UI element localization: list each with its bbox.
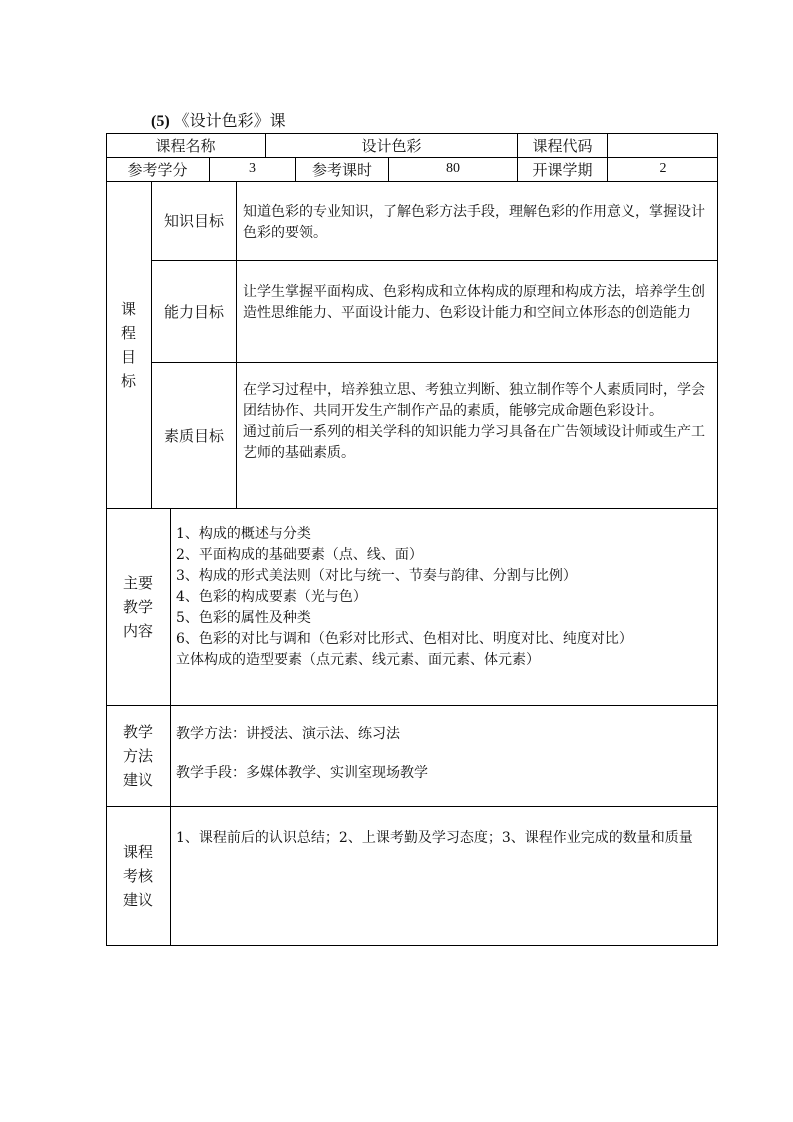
list-item: 4、色彩的构成要素（光与色）	[176, 589, 367, 605]
teaching-means: 教学手段：多媒体教学、实训室现场教学	[176, 765, 428, 781]
knowledge-goal-text	[243, 202, 711, 244]
credits-label: 参考学分	[127, 160, 188, 179]
row-divider	[106, 806, 718, 807]
course-code-value	[608, 133, 718, 157]
list-item: 2、平面构成的基础要素（点、线、面）	[176, 547, 423, 563]
goals-label-char: 目	[120, 347, 136, 366]
assessment-label-line: 建议	[122, 891, 153, 909]
content-label-line: 内容	[122, 621, 153, 640]
list-item: 5、色彩的属性及种类	[176, 610, 311, 626]
content-list	[176, 524, 712, 671]
section-number: (5)	[151, 113, 170, 130]
hours-value: 80	[446, 161, 460, 176]
credits-value: 3	[249, 161, 256, 176]
quality-goal-paragraph: 通过前后一系列的相关学科的知识能力学习具备在广告领域设计师或生产工艺师的基础素质。	[243, 424, 705, 461]
knowledge-goal-paragraph: 知道色彩的专业知识，了解色彩方法手段，理解色彩的作用意义，掌握设计色彩的要领。	[243, 204, 705, 241]
row-divider	[106, 508, 718, 509]
column-divider	[170, 508, 171, 946]
section-heading	[151, 108, 286, 131]
teaching-method: 教学方法：讲授法、演示法、练习法	[176, 726, 400, 742]
course-name-label: 课程名称	[155, 136, 216, 155]
course-code-label: 课程代码	[532, 136, 593, 155]
content-label-line: 教学	[122, 597, 153, 616]
knowledge-goal-label: 知识目标	[163, 212, 224, 230]
quality-goal-paragraph: 在学习过程中，培养独立思、考独立判断、独立制作等个人素质同时，学会团结协作、共同开发生产制作产品的素质，能够完成命题色彩设计。	[243, 382, 705, 419]
goals-label-char: 标	[120, 371, 136, 390]
list-item: 3、构成的形式美法则（对比与统一、节奏与韵律、分割与比例）	[176, 568, 577, 584]
assessment-label-line: 考核	[122, 867, 153, 885]
assessment-section-label	[106, 806, 170, 946]
list-item: 立体构成的造型要素（点元素、线元素、面元素、体元素）	[176, 652, 540, 668]
assessment-text	[176, 828, 712, 849]
ability-goal-label: 能力目标	[163, 303, 224, 321]
methods-label-line: 教学	[122, 722, 153, 741]
section-title: 《设计色彩》课	[173, 111, 286, 130]
assessment-paragraph: 1、课程前后的认识总结；2、上课考勤及学习态度；3、课程作业完成的数量和质量	[176, 830, 693, 846]
goals-label-char: 课	[120, 299, 136, 318]
semester-label: 开课学期	[532, 160, 593, 179]
content-label-line: 主要	[122, 573, 153, 592]
assessment-label-line: 课程	[122, 843, 153, 861]
quality-goal-label: 素质目标	[163, 427, 224, 445]
column-divider	[236, 181, 237, 508]
quality-goal-text	[243, 380, 711, 464]
semester-value: 2	[659, 161, 667, 176]
list-item: 1、构成的概述与分类	[176, 526, 311, 542]
methods-section-label	[106, 705, 170, 806]
goals-label-char: 程	[120, 323, 136, 342]
list-item: 6、色彩的对比与调和（色彩对比形式、色相对比、明度对比、纯度对比）	[176, 631, 633, 647]
ability-goal-text	[243, 282, 711, 324]
goals-section-label	[106, 181, 151, 508]
content-section-label	[106, 508, 170, 705]
methods-label-line: 方法	[122, 746, 153, 765]
course-name-value: 设计色彩	[361, 136, 422, 155]
methods-text	[176, 724, 712, 784]
row-divider	[106, 705, 718, 706]
ability-goal-paragraph: 让学生掌握平面构成、色彩构成和立体构成的原理和构成方法，培养学生创造性思维能力、平面设计能力、色彩设计能力和空间立体形态的创造能力	[243, 284, 705, 321]
hours-label: 参考课时	[311, 160, 372, 179]
methods-label-line: 建议	[122, 770, 153, 789]
